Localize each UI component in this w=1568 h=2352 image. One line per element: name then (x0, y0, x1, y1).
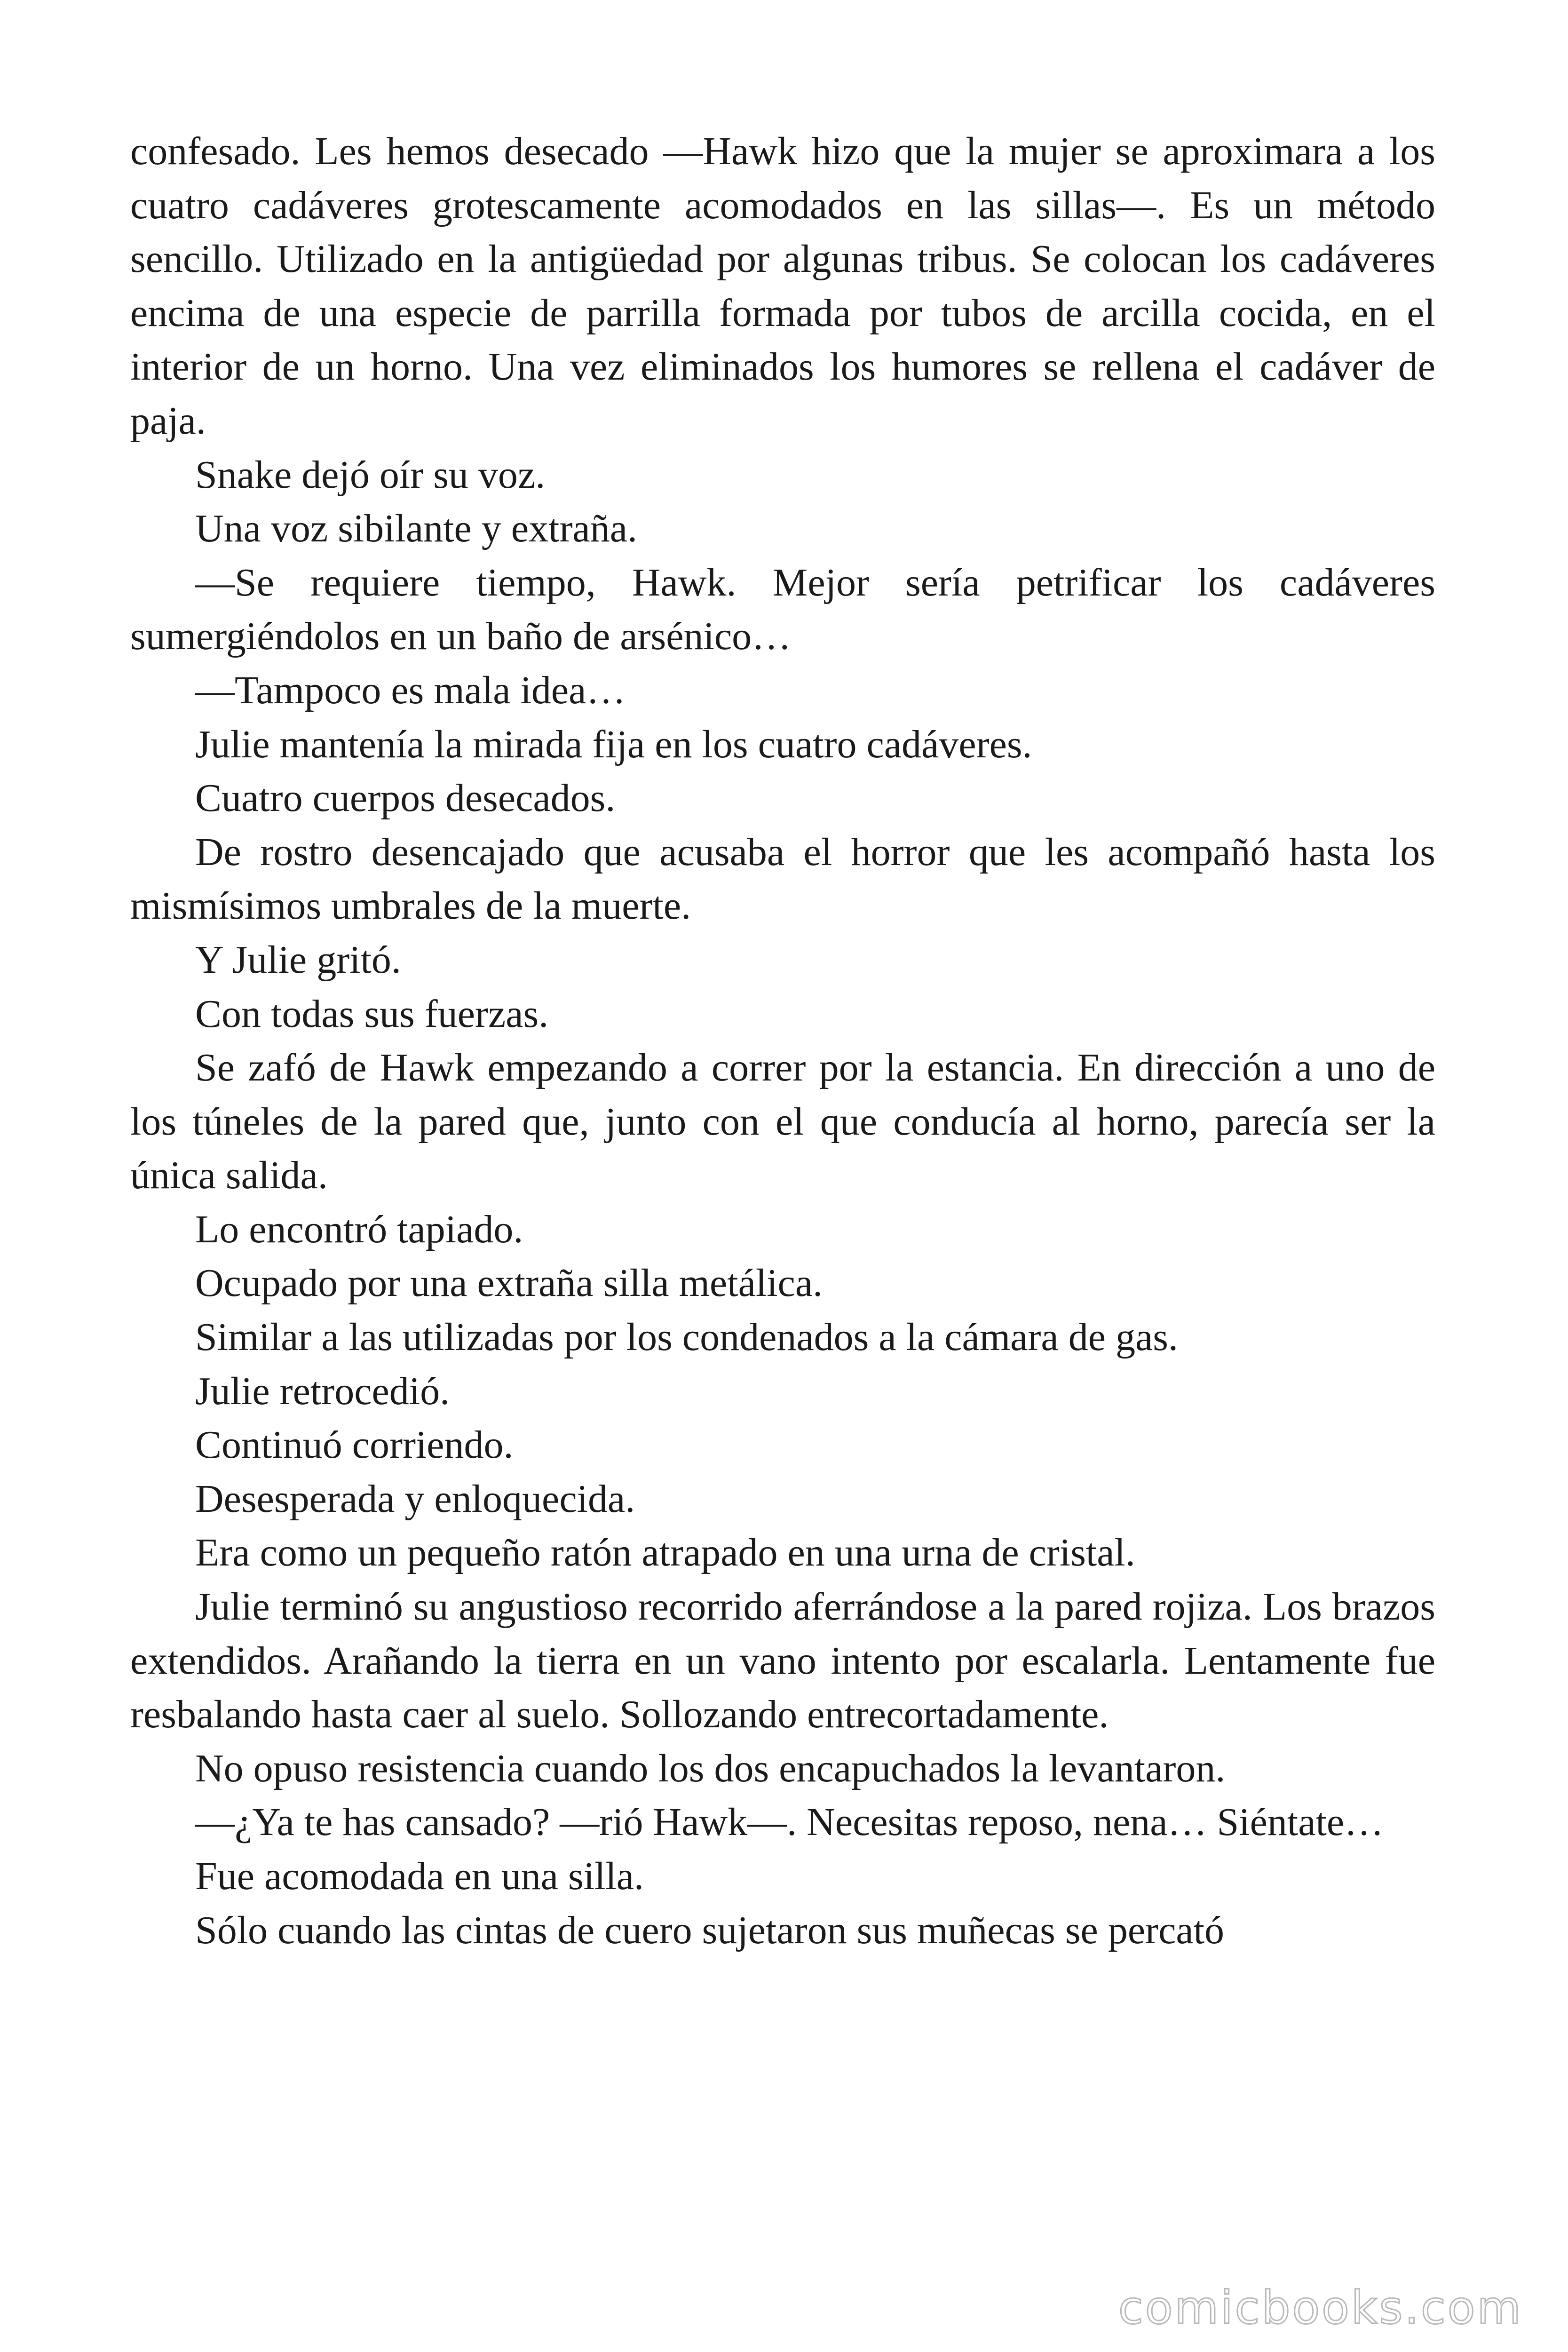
paragraph: Lo encontró tapiado. (195, 1207, 523, 1251)
paragraph: Julie terminó su angustioso recorrido aferrándose a la pared rojiza. Los brazos extendidos. Arañando la tierra en un vano intento por escalarla. Lentamente fue resbalando hasta caer al suelo. Sollozando entrecortadamente. (130, 1585, 1435, 1737)
paragraph: Ocupado por una extraña silla metálica. (195, 1261, 823, 1305)
paragraph: Y Julie gritó. (195, 938, 401, 982)
watermark: comicbooks.com (1118, 2281, 1523, 2334)
paragraph: De rostro desencajado que acusaba el horror que les acompañó hasta los mismísimos umbrales de la muerte. (130, 830, 1435, 928)
paragraph: Julie mantenía la mirada fija en los cuatro cadáveres. (195, 722, 1032, 766)
paragraph: confesado. Les hemos desecado —Hawk hizo que la mujer se aproximara a los cuatro cadáveres grotescamente acomodados en las sillas—. Es un método sencillo. Utilizado en la antigüedad por algunas tribus. Se colocan los cadáveres encima de una especie de parrilla formada por tubos de arcilla cocida, en el interior de un horno. Una vez eliminados los humores se rellena el cadáver de paja. (130, 129, 1435, 443)
paragraph: Se zafó de Hawk empezando a correr por la estancia. En dirección a uno de los túneles de la pared que, junto con el que conducía al horno, parecía ser la única salida. (130, 1046, 1435, 1198)
paragraph: Desesperada y enloquecida. (195, 1477, 635, 1521)
paragraph: Con todas sus fuerzas. (195, 992, 549, 1036)
paragraph: —Tampoco es mala idea… (195, 668, 626, 712)
paragraph: Similar a las utilizadas por los condenados a la cámara de gas. (195, 1315, 1178, 1359)
paragraph: Era como un pequeño ratón atrapado en una urna de cristal. (195, 1531, 1135, 1575)
paragraph: Snake dejó oír su voz. (195, 453, 546, 497)
paragraph: —¿Ya te has cansado? —rió Hawk—. Necesitas reposo, nena… Siéntate… (195, 1800, 1384, 1844)
paragraph: Julie retrocedió. (195, 1369, 450, 1413)
paragraph: Cuatro cuerpos desecados. (195, 776, 616, 820)
paragraph: Continuó corriendo. (195, 1423, 514, 1467)
paragraph: No opuso resistencia cuando los dos encapuchados la levantaron. (195, 1746, 1226, 1790)
page-text (130, 125, 1435, 1957)
paragraph: Sólo cuando las cintas de cuero sujetaron sus muñecas se percató (195, 1908, 1224, 1952)
paragraph: Una voz sibilante y extraña. (195, 507, 637, 551)
paragraph: Fue acomodada en una silla. (195, 1854, 644, 1898)
paragraph: —Se requiere tiempo, Hawk. Mejor sería petrificar los cadáveres sumergiéndolos en un baño de arsénico… (130, 560, 1435, 659)
